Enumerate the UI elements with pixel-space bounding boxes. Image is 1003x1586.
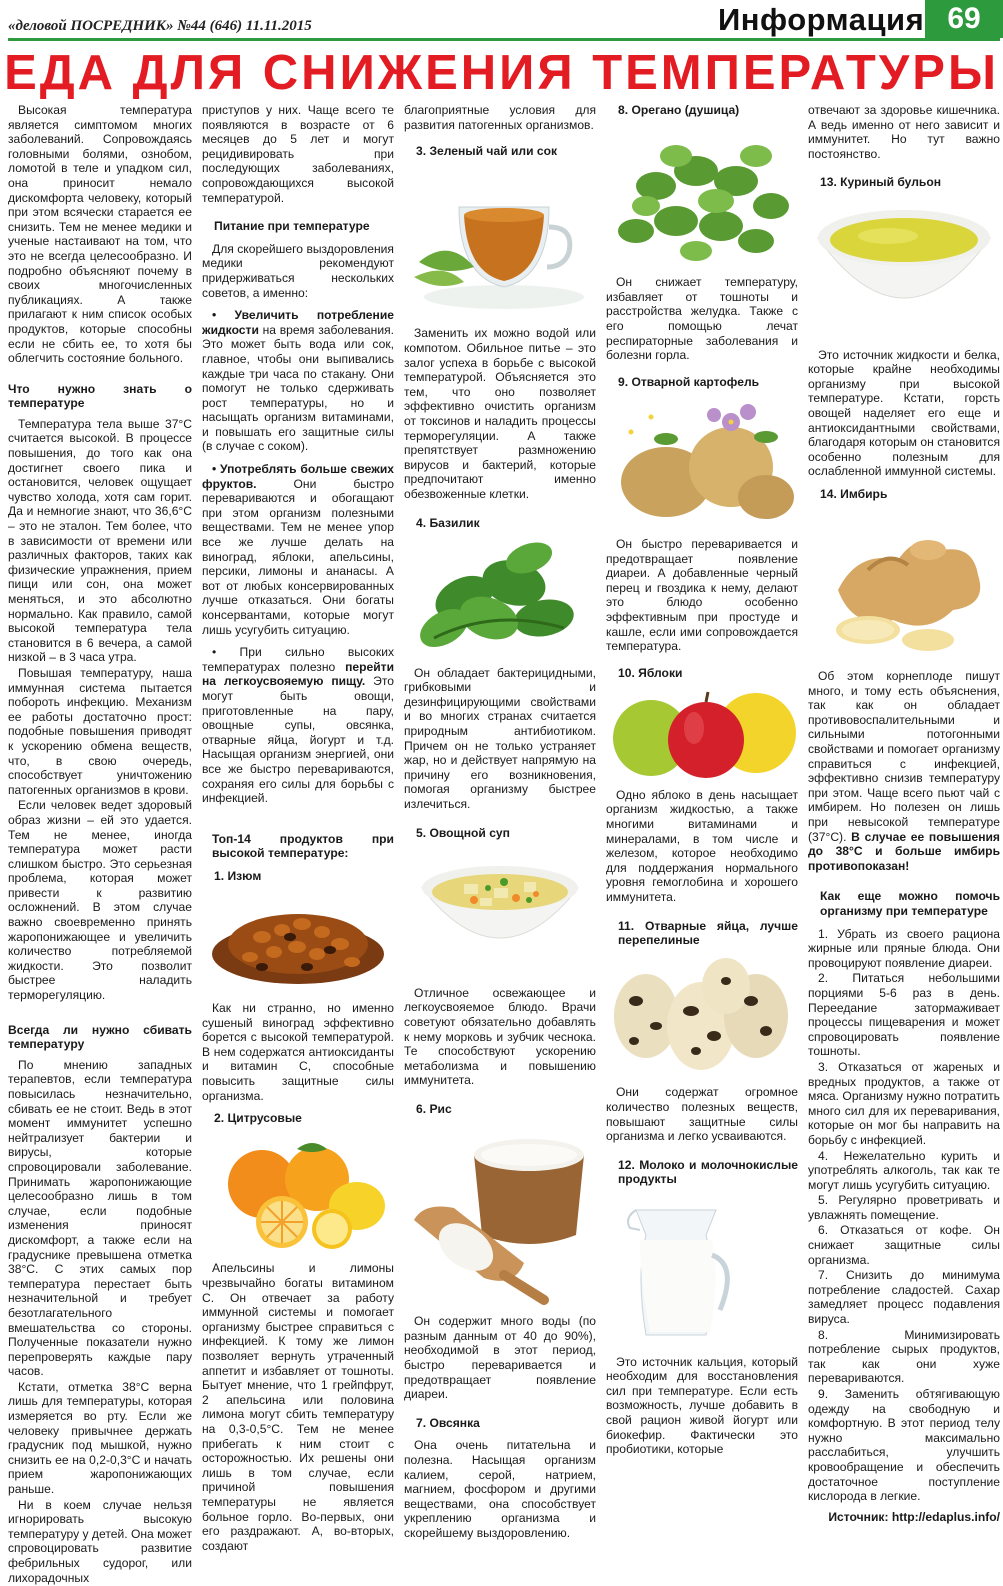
bold-text: • Употреблять больше свежих фруктов. [202,462,394,491]
page-number: 69 [925,0,1003,38]
article-title: ЕДА ДЛЯ СНИЖЕНИЯ ТЕМПЕРАТУРЫ [4,46,999,100]
paragraph: Температура тела выше 37°С считается высокой. В процессе повышения, до того как она достигнет своего пика и остановится, человек ощущает чувство холода, хотя сам горит. Да и немногие знают, что 36,6°С – это не эталон. Тем более, что в зависимости от времени или различных факторов, таких как физические упражнения, прием пищи или сон, она может меняться, и это абсолютно нормально. Как правило, самой высокой температура тела становится в 6 вечера, а самой низкой – в 3 часа утра. [8,416,192,665]
column-1 [8,103,192,1586]
paragraph: По мнению западных терапевтов, если температура повысилась незначительно, сбивать ее не стоит. Ведь в этот момент иммунитет успешно нейтрализует бактерии и вирусы, которые спровоцировали заболевание. Принимать жаропонижающие целесообразно лишь в том случае, если подобные изменения приносят дискомфорт, а также если на градуснике превышена отметка 38°С. С этих самых пор температура перестает быть незначительной и требует безотлагательного вмешательства со стороны. Полученные показатели нужно перепроверять каждые пару часов. [8,1057,192,1379]
paragraph: Это источник жидкости и белка, которые крайне необходимы организму при высокой температуре. Кстати, горсть овощей наделяет его еще и антиоксидантными свойствами, благодаря которым он становится особенно полезным для ослабленной иммунной системы. [808,347,1000,479]
potato-icon [606,397,798,527]
column-5 [808,103,1000,1525]
tip-item: 6. Отказаться от кофе. Он снижает защитные силы организма. [808,1223,1000,1267]
item-title: 13. Куриный бульон [820,175,942,190]
broth-bowl-icon [808,198,1000,338]
subheading: Питание при температуре [214,219,370,234]
tip-item: 3. Отказаться от жареных и вредных продуктов, а также от мяса. Организму нужно потратить много сил для их переваривания, которые он мог бы направить на борьбу с инфекцией. [808,1059,1000,1147]
item-title: 12. Молоко и молочнокислые продукты [618,1157,798,1187]
tea-image [404,167,596,321]
section-title: Информация [718,2,925,37]
text: • При сильно высоких температурах полезно [202,645,394,674]
tip-item: 1. Убрать из своего рациона жирные или пряные блюда. Они провоцируют появление диареи. [808,926,1000,970]
raisins-image [202,892,394,996]
potato-image [606,397,798,531]
paragraph: Он снижает температуру, избавляет от тошноты и расстройства желудка. Также с его помощью лечат респираторные заболевания и болезни горла. [606,275,798,363]
paragraph [808,669,1000,873]
paragraph: Отличное освежающее и легкоусвояемое блюдо. Врачи советуют обязательно добавлять к нему морковь и зубчик чеснока. Те способствуют ускорению метаболизма и повышению иммунитета. [404,985,596,1088]
column-2 [202,103,394,1554]
column-4 [606,103,798,1458]
paragraph: Он содержит много воды (по разным данным от 40 до 90%), необходимой в этот период, быстро переваривается и предотвращает появление диареи. [404,1314,596,1402]
item-title: 14. Имбирь [820,486,888,501]
paragraph: Одно яблоко в день насыщает организм жидкостью, а также многими витаминами и минералами, в том числе и железом, которое необходимо для поддержания нормального уровня гемоглобина и хорошего иммунитета. [606,787,798,905]
tip-item: 2. Питаться небольшими порциями 5-6 раз в день. Переедание затормаживает процессы пищеварения и может спровоцировать появление тошноты. [808,971,1000,1059]
paragraph: Ни в коем случае нельзя игнорировать высокую температуру у детей. Она может спровоцировать развитие фебрильных судорог, или лихорадочных [8,1497,192,1585]
item-title: 6. Рис [416,1101,452,1116]
bold-text: перейти на легкоусвояемую пищу. [202,659,394,689]
source-line: Источник: http://edaplus.info/ [828,1509,1000,1524]
tip-item: 7. Снизить до минимума потребление сладостей. Сахар замедляет процесс подавления вируса. [808,1268,1000,1327]
citrus-icon [202,1134,394,1252]
page-header [0,0,1003,40]
raisins-icon [202,892,394,992]
basil-icon [404,538,596,656]
oregano-icon [606,126,798,266]
paragraph: Он быстро переваривается и предотвращает появление диареи. А добавленные черный перец и гвоздика к нему, делают это блюдо особенно эффективным при простуде и кашле, если ими сопровождается температура. [606,536,798,654]
item-title: 3. Зеленый чай или сок [416,144,558,159]
tip-item: 8. Минимизировать потребление сырых продуктов, так как они хуже перевариваются. [808,1327,1000,1386]
tip-item: 9. Заменить обтягивающую одежду на свободную и комфортную. В этот период телу нужно максимально расслабиться, улучшить кровообращение и обеспечить достаточное поступление кислорода в легкие. [808,1387,1000,1504]
paragraph: Для скорейшего выздоровления медики рекомендуют придерживаться нескольких советов, а именно: [202,241,394,300]
item-title: 2. Цитрусовые [214,1111,302,1126]
paragraph: Это источник кальция, который необходим для восстановления сил при температуре. Если есть возможность, лучше добавить в свой рацион живой йогурт или биокефир. Фактически это пробиотики, которые [606,1354,798,1457]
text: Это могут быть овощи, приготовленные на пару, овощные супы, овсянка, отварные яйца, йогурт и т.д. Насыщая организм энергией, они все же быстро перевариваются, сохраняя его силы для борьбы с инфекцией. [202,674,394,806]
tip-item: 4. Нежелательно курить и употреблять алкоголь, так как те могут лишь усугубить ситуацию. [808,1148,1000,1192]
paragraph: Они содержат огромное количество полезных веществ, повышают защитные силы организма и легко усваиваются. [606,1085,798,1144]
item-title: 7. Овсянка [416,1415,480,1430]
item-title: 10. Яблоки [618,665,683,680]
paragraph [202,462,394,637]
paragraph [202,308,394,454]
apples-image [606,688,798,782]
tea-cup-icon [404,167,596,317]
bold-text: • Увеличить потребление жидкости [202,308,394,337]
basil-image [404,538,596,660]
paragraph: Как ни странно, но именно сушеный виноград эффективно борется с высокой температурой. В нем содержатся антиоксиданты и витамин С, способные повысить защитные силы организма. [202,1001,394,1103]
item-title: 11. Отварные яйца, лучше перепелиные [618,918,798,948]
paragraph: отвечают за здоровье кишечника. А ведь именно от него зависит и иммунитет. Но тут важно постоянство. [808,103,1000,161]
paragraph [202,645,394,806]
ginger-icon [808,510,1000,660]
subheading: Что нужно знать о температуре [8,381,192,411]
paragraph: приступов у них. Чаще всего те появляются в возрасте от 6 месяцев до 5 лет и могут рецидивировать при последующих заболеваниях, сопровождающихся высокой температурой. [202,103,394,205]
item-title: 9. Отварной картофель [618,374,760,389]
column-3 [404,103,596,1541]
citrus-image [202,1134,394,1256]
paragraph: Высокая температура является симптомом многих заболеваний. Сопровождаясь головными болями, ознобом, ломотой в теле и упадком сил, она приносит немало дискомфорта человеку, который при этом всячески старается ее снизить. Тем не менее медики и ученые настаивают на том, что это не всегда целесообразно. И подробно объясняют почему в своих многочисленных публикациях. А также прилагают к ним список особых продуктов, которые способны если не сбить ее, то хотя бы облегчить состояние больного. [8,103,192,366]
paragraph: Если человек ведет здоровый образ жизни – ей это удается. Тем не менее, иногда температура может расти слишком быстро. Это серьезная проблема, которая может привести к развитию осложнений. В этом случае важно своевременно принять жаропонижающее и увеличить количество потребляемой жидкости. Это позволит быстрее наладить терморегуляцию. [8,798,192,1003]
soup-bowl-icon [404,848,596,976]
item-title: 1. Изюм [214,868,262,883]
paragraph: благоприятные условия для развития патогенных организмов. [404,103,596,132]
rice-bowl-icon [404,1125,596,1305]
rice-image [404,1125,596,1309]
subheading: Как еще можно помочь организму при температуре [820,889,1000,918]
text: Об этом корнеплоде пишут много, и тому есть объяснения, так как он обладает противовоспалительными и сильными потогонными свойствами и помогает организму справиться с инфекцией, эффективно снизив температуру при этом. Чаще всего пьют чай с имбирем. Но полезен он лишь при невысокой температуре (37°С). [808,669,1000,844]
paragraph: Кстати, отметка 38°С верна лишь для температуры, которая измеряется во рту. Если же человеку привычнее держать градусник под мышкой, нужно снизить ее на 0,2-0,3°С и начать прием жаропонижающих раньше. [8,1379,192,1497]
paragraph: Апельсины и лимоны чрезвычайно богаты витамином С. Он отвечает за работу иммунной системы и помогает организму быстрее справиться с инфекцией. К тому же лимон позволяет вернуть утраченный аппетит и избавляет от тошноты. Бытует мнение, что 1 грейпфрут, 2 апельсина или половина лимона могут сбить температуру на 0,3-0,5°С. Тем не менее прибегать к ним стоит с осторожностью. Их решены они лишь в том случае, если причиной повышения температуры не является больное горло. Во-первых, они его раздражают. А, во-вторых, создают [202,1261,394,1553]
subheading: Всегда ли нужно сбивать температуру [8,1022,192,1052]
paragraph: Повышая температуру, наша иммунная система пытается побороть инфекцию. Механизм ее работы достаточно прост: подобные повышения приводят к ускорению обмена веществ, что, в свою очередь, способствует уничтожению патогенных организмов в крови. [8,665,192,797]
paragraph: Она очень питательна и полезна. Насыщая организм калием, серой, натрием, магнием, фосфором и другими веществами, она способствует укреплению организма и скорейшему выздоровлению. [404,1438,596,1540]
item-title: 8. Орегано (душица) [618,103,740,117]
paragraph: Заменить их можно водой или компотом. Обильное питье – это залог успеха в борьбе с высокой температурой. Объясняется это тем, что оно позволяет эффективно очистить организм от токсинов и наладить процессы терморегуляции. А также препятствует размножению вирусов и бактерий, которые предпочитают именно обезвоженные клетки. [404,326,596,501]
item-title: 5. Овощной суп [416,825,510,840]
subheading: Топ-14 продуктов при высокой температуре: [212,831,394,861]
tips-list [808,927,1000,1504]
tip-item: 5. Регулярно проветривать и увлажнять помещение. [808,1193,1000,1222]
item-title: 4. Базилик [416,515,480,530]
quail-eggs-icon [606,956,798,1076]
milk-image [606,1195,798,1349]
ginger-image [808,510,1000,664]
text: на время заболевания. Это может быть вода или сок, главное, чтобы они выпивались каждые три часа по стакану. Они помогут не только сдерживать рост температуры, но и насыщать организм витаминами, и повышать его защитные силы (в случае с соком). [202,322,394,454]
text: Они быстро перевариваются и обогащают при этом организм полезными веществами. Тем не менее упор все же лучше делать на виноград, яблоки, апельсины, персики, лимоны и ананасы. А вот от любых консервированных лучше отказаться. Они богаты консервантами, которые могут лишь усугубить ситуацию. [202,476,394,637]
apples-icon [606,688,798,778]
milk-jug-icon [606,1195,798,1345]
chicken-broth-image [808,198,1000,342]
oregano-image [606,126,798,270]
vegetable-soup-image [404,848,596,980]
quail-eggs-image [606,956,798,1080]
header-rule [8,38,1000,41]
paragraph: Он обладает бактерицидными, грибковыми и дезинфицирующими свойствами и во многих странах считается природным антибиотиком. Причем он не только устраняет жар, но и действует напрямую на причину его возникновения, помогая организму быстрее излечиться. [404,665,596,812]
bold-text: В случае ее повышения до 38°С и больше имбирь противопоказан! [808,829,1000,873]
publication-info: «деловой ПОСРЕДНИК» №44 (646) 11.11.2015 [8,18,312,34]
